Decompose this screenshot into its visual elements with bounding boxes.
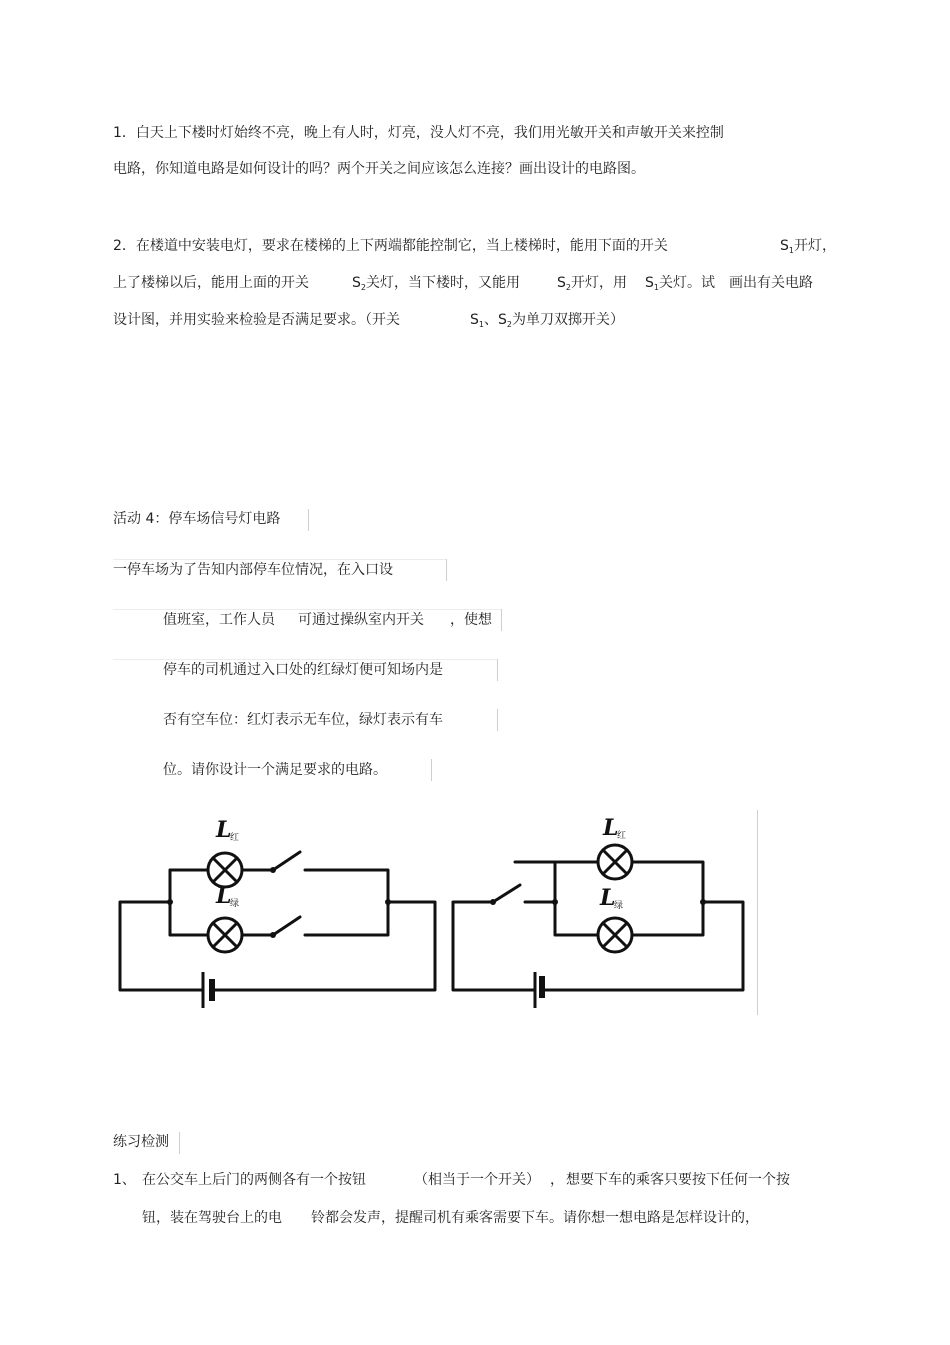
lamp-red-label: L [603,815,619,841]
lamp-green-label: L [216,883,232,909]
divider [113,659,497,660]
q2-line1-text: 2．在楼道中安装电灯，要求在楼梯的上下两端都能控制它，当上楼梯时，能用下面的开关 [113,238,668,254]
lamp-icon [208,918,242,952]
switch-symbol: S [780,238,789,254]
practice-line1-b: （相当于一个开关） [414,1172,540,1188]
divider [501,609,502,631]
activity4-line5: 位。请你设计一个满足要求的电路。 [163,762,387,778]
switch-subscript: 2 [565,283,571,292]
lamp-green-subscript: 绿 [614,901,624,911]
switch-symbol: S [352,275,361,291]
switch-symbol: S [470,312,479,328]
circuit-diagram-right [445,810,760,1015]
activity4-title: 活动 4：停车场信号灯电路 [113,511,281,527]
activity4-line1: 一停车场为了告知内部停车位情况，在入口设 [113,562,393,578]
switch-symbol: S [557,275,566,291]
q2-line1-end [780,237,836,260]
switch-subscript: 1 [478,320,484,329]
switch-symbol: S [645,275,654,291]
practice-line2-b: 铃都会发声，提醒司机有乘客需要下车。请你想一想电路是怎样设计的， [311,1210,759,1226]
lamp-icon [598,918,632,952]
practice-title: 练习检测 [113,1134,169,1150]
q1-line1: 1．白天上下楼时灯始终不亮，晚上有人时，灯亮，没人灯不亮，我们用光敏开关和声敏开关来控制 [113,125,724,141]
q2-line3-text-c: 为单刀双掷开关） [511,312,624,328]
lamp-red-subscript: 红 [230,833,240,843]
switch-icon [270,867,276,938]
circuit-diagram-left [110,810,445,1015]
lamp-red-label: L [216,817,232,843]
q2-line2-seg-d [645,274,715,297]
divider [446,559,447,581]
lamp-icon [598,845,632,879]
switch-subscript: 2 [506,320,512,329]
battery-icon [203,972,215,1008]
divider [113,609,501,610]
practice-line1-c: ， [550,1172,564,1188]
practice-line1-d: 想要下车的乘客只要按下任何一个按 [566,1172,790,1188]
wires [453,862,743,990]
activity4-line2a: 值班室，工作人员 [163,612,275,628]
q2-line2-text-a: 上了楼梯以后，能用上面的开关 [113,275,309,291]
q2-line3-text-a: 设计图，并用实验来检验是否满足要求。（开关 [113,312,400,328]
switch-subscript: 2 [360,283,366,292]
divider [179,1132,180,1154]
q2-line2-text-d: 关灯。试 [658,275,715,291]
activity4-line2b: 可通过操纵室内开关 [298,612,424,628]
switch-subscript: 1 [653,283,659,292]
q2-line1-tail: 开灯， [793,238,836,254]
switch-icon [490,899,496,905]
divider [497,659,498,681]
switch-subscript: 1 [788,246,794,255]
activity4-line4: 否有空车位：红灯表示无车位，绿灯表示有车 [163,712,443,728]
divider [757,810,758,1015]
switch-symbol: S [497,312,507,328]
practice-line1-a: 在公交车上后门的两侧各有一个按钮 [142,1172,366,1188]
practice-item-number: 1、 [113,1172,136,1188]
lamp-red-subscript: 红 [617,831,627,841]
q2-line2-seg-b [352,274,520,297]
junction-dot [167,899,391,905]
q2-line2-text-c: 开灯，用 [570,275,627,291]
junction-dot [552,899,706,905]
divider [308,509,309,531]
q2-line3-seg-b [470,311,624,334]
divider [113,559,446,560]
activity4-line3: 停车的司机通过入口处的红绿灯便可知场内是 [163,662,443,678]
practice-line2-a: 钮，装在驾驶台上的电 [142,1210,282,1226]
divider [497,709,498,731]
q2-line2-text-e: 画出有关电路 [729,275,813,291]
q2-line2-text-b: 关灯，当下楼时，又能用 [365,275,520,291]
lamp-green-subscript: 绿 [230,899,240,909]
battery-icon [535,972,545,1008]
divider [431,759,432,781]
q2-line3-sep: 、 [483,312,498,328]
q1-line2: 电路，你知道电路是如何设计的吗？两个开关之间应该怎么连接？画出设计的电路图。 [113,161,645,177]
wires [120,852,435,990]
q2-line2-seg-c [557,274,627,297]
lamp-green-label: L [600,885,616,911]
activity4-line2c: ，使想 [450,612,492,628]
lamp-icon [208,853,242,887]
